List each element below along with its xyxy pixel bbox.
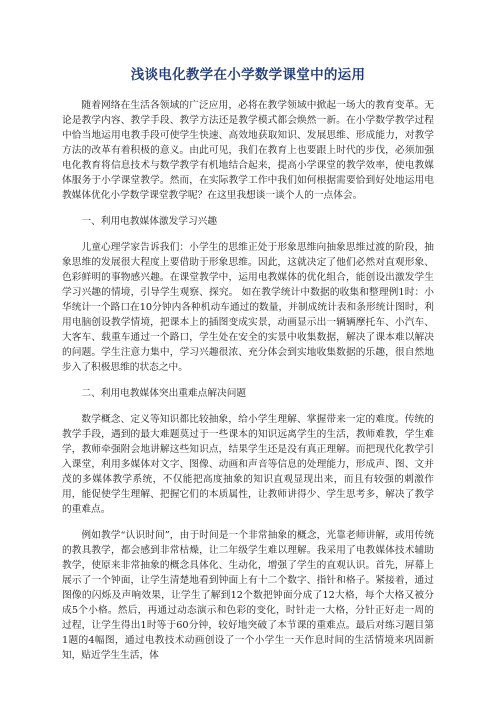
section-1-paragraph: 儿童心理学家告诉我们：小学生的思维正处于形象思维向抽象思维过渡的阶段，抽象思维的发展很大程度上要借助于形象思维。因此，这就决定了他们必然对直观形象、色彩鲜明的事物感兴趣。在课堂教学中，运用电教媒体的优化组合，能创设出激发学生学习兴趣的情境，引导学生观察、探究。 如在教学统计中数据的收集和整理例1时：小华统计一个路口在10分钟内各种机动车通过的数量，并制成统计表和条形统计图时，利用电脑创设教学情境，把课本上的插图变成实景，动画显示出一辆辆摩托车、小汽车、大客车、载重车通过一个路口，学生处在安全的实景中收集数据，解决了课本难以解决的问题。学生注意力集中，学习兴趣很浓、充分体会到实地收集数据的乐趣，很自然地步入了积极思维的状态之中。 [62, 242, 434, 373]
section-2-paragraph: 数学概念、定义等知识都比较抽象，给小学生理解、掌握带来一定的难度。传统的教学手段，遇到的最大难题莫过于一些课本的知识远离学生的生活，教师难教，学生难学，教师牵强附会地讲解这些知识点，结果学生还是没有真正理解。而把现代化教学引入课堂，利用多媒体对文字、图像、动画和声音等信息的处理能力，形成声、图、文并茂的多媒体教学系统，不仅能把高度抽象的知识直观显现出来，而且有较强的刺激作用，能促使学生理解、把握它们的本质属性，让教师讲得少、学生思考多，解决了教学的重难点。 [62, 414, 434, 515]
section-1-heading: 一、利用电教媒体激发学习兴趣 [81, 216, 218, 227]
section-2-heading: 二、利用电教媒体突出重难点解决问题 [81, 388, 247, 399]
section-3-paragraph: 例如教学“认识时间”，由于时间是一个非常抽象的概念，光靠老师讲解，或用传统的教具教学，都会感到非常枯燥，让二年级学生难以理解。我采用了电教媒体技术辅助教学，使原来非常抽象的概念具体化、生动化，增强了学生的直观认识。首先，屏幕上展示了一个钟面，让学生清楚地看到钟面上有十二个数字、指针和格子。紧接着，通过图像的闪烁及声响效果，让学生了解到12个数把钟面分成了12大格，每个大格又被分成5个小格。然后，再通过动态演示和色彩的变化，时针走一大格，分针正好走一周的过程，让学生得出1时等于60分钟，较好地突破了本节课的重难点。最后对练习题目第1题的4幅图，通过电教技术动画创设了一个小学生一天作息时间的生活情境来巩固新知，贴近学生生活，体 [62, 530, 434, 661]
intro-paragraph: 随着网络在生活各领域的广泛应用，必将在教学领域中掀起一场大的教育变革。无论是教学内容、教学手段、教学方法还是教学模式都会焕然一新。在小学数学教学过程中恰当地运用电教手段可使学生快速、高效地获取知识、发展思维、形成能力，对教学方法的改革有着积极的意义。由此可见，我们在教育上也要跟上时代的步伐，必须加强电化教育将信息技术与数学教学有机地结合起来，提高小学课堂的教学效率，使电教媒体服务于小学课堂教学。然而，在实际教学工作中我们如何根据需要恰到好处地运用电教媒体优化小学数学课堂教学呢？在这里我想谈一谈个人的一点体会。 [62, 100, 434, 201]
document-title: 浅谈电化教学在小学数学课堂中的运用 [130, 67, 366, 83]
